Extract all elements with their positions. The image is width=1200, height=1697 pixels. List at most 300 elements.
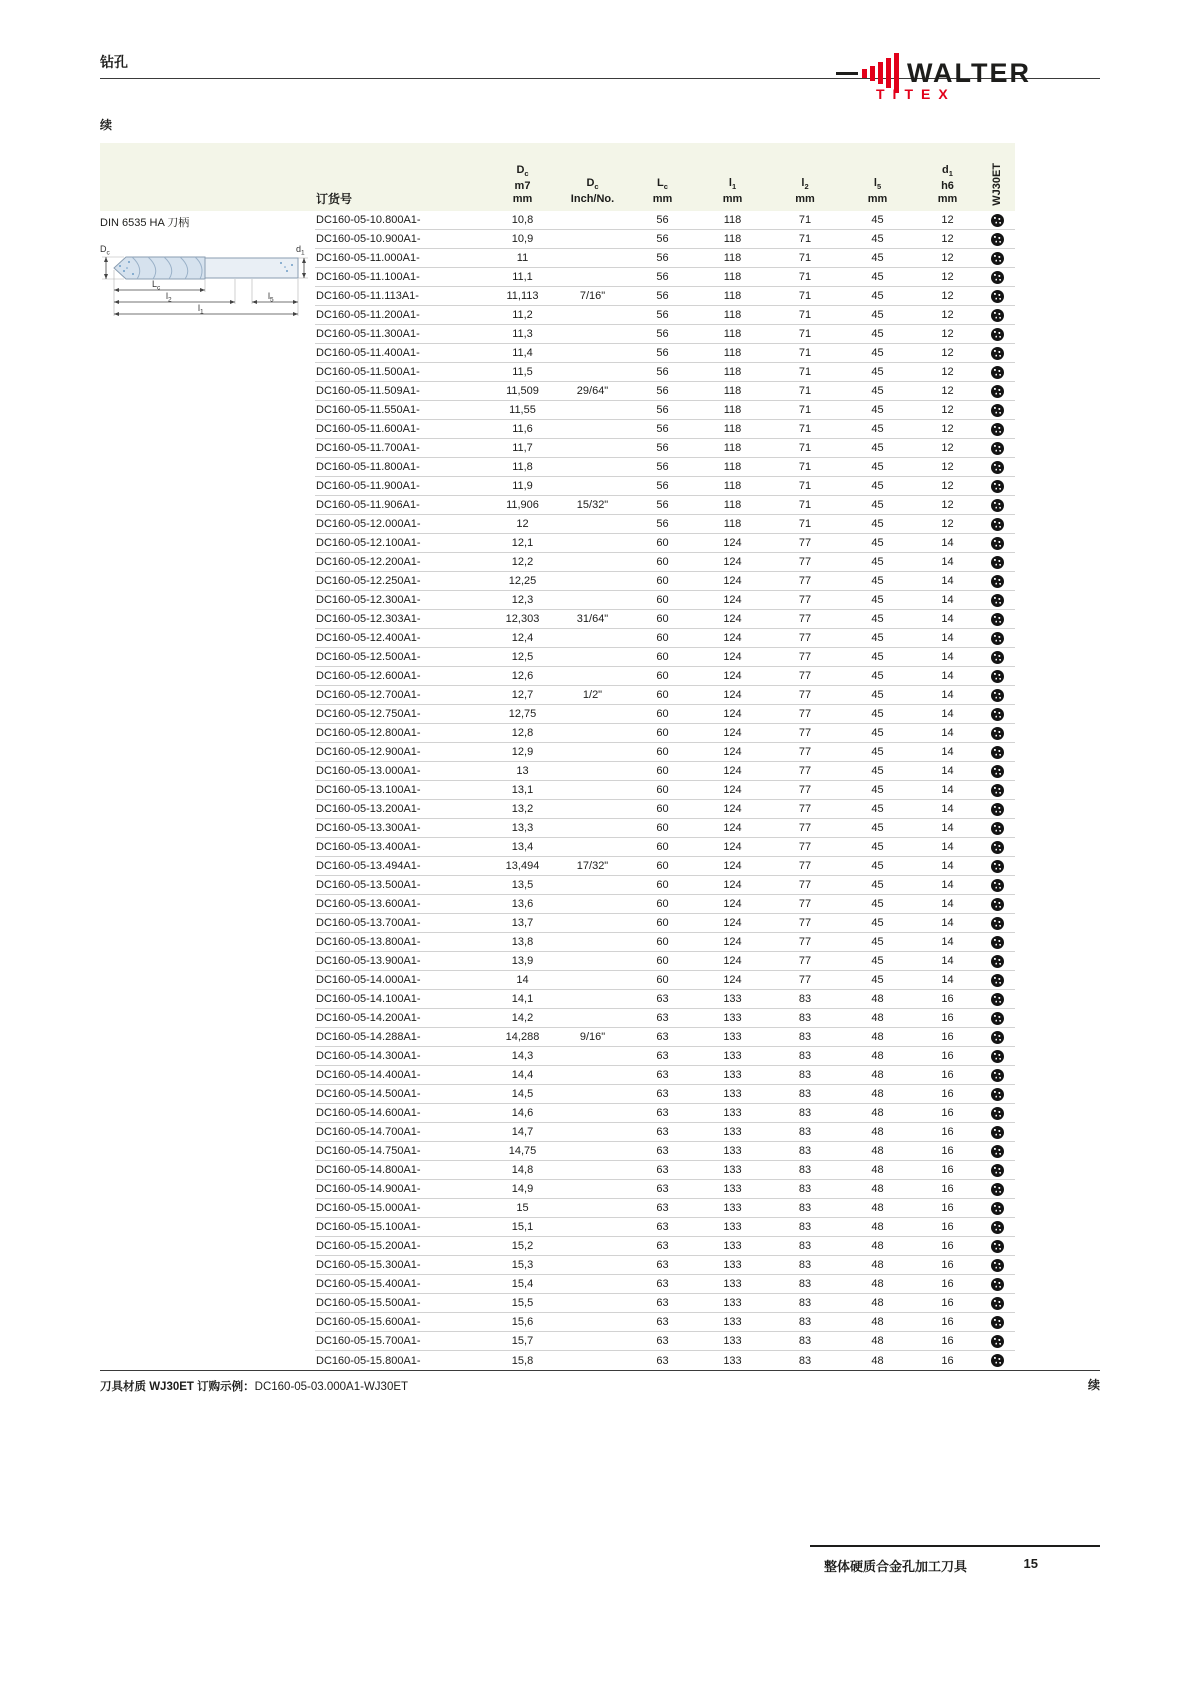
order-number: DC160-05-13.300A1- bbox=[316, 822, 421, 834]
table-row bbox=[315, 933, 1015, 952]
dimension-value: 133 bbox=[723, 1354, 742, 1367]
table-row bbox=[315, 1161, 1015, 1180]
order-number: DC160-05-12.100A1- bbox=[316, 537, 421, 549]
dimension-value: 11,5 bbox=[512, 366, 533, 378]
dimension-value: 56 bbox=[656, 385, 669, 397]
dimension-value: 60 bbox=[656, 575, 669, 587]
dimension-value: 14,2 bbox=[511, 1012, 534, 1024]
dimension-value: 124 bbox=[723, 974, 742, 986]
dimension-value: 48 bbox=[871, 1221, 884, 1233]
dimension-value: 12 bbox=[941, 309, 954, 321]
dimension-value: 12,4 bbox=[511, 632, 534, 644]
dimension-value: 60 bbox=[656, 822, 669, 834]
grade-cell bbox=[980, 765, 1015, 778]
dimension-value: 9/16" bbox=[579, 1031, 606, 1043]
dimension-value: 15,1 bbox=[511, 1221, 534, 1233]
grade-cell bbox=[980, 1069, 1015, 1082]
dimension-value: 83 bbox=[798, 1259, 812, 1271]
wj30et-stock-dot-icon bbox=[991, 556, 1004, 569]
dimension-value: 83 bbox=[798, 993, 812, 1005]
table-row bbox=[315, 496, 1015, 515]
grade-cell bbox=[980, 727, 1015, 740]
dimension-value: 60 bbox=[656, 917, 669, 929]
dimension-value: 45 bbox=[871, 271, 884, 283]
dimension-value: 45 bbox=[871, 328, 884, 340]
dimension-value: 48 bbox=[871, 1031, 884, 1043]
dimension-value: 45 bbox=[871, 708, 884, 720]
table-row bbox=[315, 743, 1015, 762]
dimension-value: 71 bbox=[798, 499, 812, 511]
dimension-value: 124 bbox=[723, 841, 742, 853]
dimension-value: 124 bbox=[723, 632, 742, 644]
dimension-value: 77 bbox=[798, 860, 812, 872]
order-number: DC160-05-11.200A1- bbox=[316, 309, 420, 321]
grade-cell bbox=[980, 347, 1015, 360]
dimension-value: 77 bbox=[798, 594, 812, 606]
dimension-value: 45 bbox=[871, 480, 884, 492]
dimension-value: 14 bbox=[941, 708, 954, 720]
table-row bbox=[315, 1351, 1015, 1370]
dimension-value: 77 bbox=[798, 765, 812, 777]
table-body bbox=[315, 211, 1015, 1370]
wj30et-stock-dot-icon bbox=[991, 214, 1004, 227]
grade-cell bbox=[980, 1088, 1015, 1101]
wj30et-stock-dot-icon bbox=[991, 1183, 1004, 1196]
table-row bbox=[315, 553, 1015, 572]
dimension-value: 45 bbox=[871, 404, 884, 416]
dimension-value: 60 bbox=[656, 556, 669, 568]
dimension-value: 14 bbox=[941, 613, 954, 625]
wj30et-stock-dot-icon bbox=[991, 746, 1004, 759]
wj30et-stock-dot-icon bbox=[991, 784, 1004, 797]
dimension-value: 56 bbox=[656, 271, 669, 283]
dimension-value: 124 bbox=[723, 822, 742, 834]
table-row bbox=[315, 1123, 1015, 1142]
dimension-value: 118 bbox=[723, 252, 742, 264]
dimension-value: 118 bbox=[723, 442, 742, 454]
dimension-value: 48 bbox=[871, 1164, 884, 1176]
dimension-value: 16 bbox=[941, 993, 954, 1005]
dimension-value: 12,3 bbox=[511, 594, 534, 606]
dimension-value: 14 bbox=[941, 841, 954, 853]
dimension-value: 118 bbox=[723, 366, 742, 378]
dimension-value: 45 bbox=[871, 822, 884, 834]
dimension-value: 118 bbox=[723, 499, 742, 511]
shank-type-label: DIN 6535 HA 刀柄 bbox=[100, 217, 190, 229]
order-number: DC160-05-14.500A1- bbox=[316, 1088, 421, 1100]
dimension-value: 45 bbox=[871, 366, 884, 378]
dimension-value: 12 bbox=[941, 385, 954, 397]
dimension-value: 124 bbox=[723, 746, 742, 758]
dimension-value: 45 bbox=[871, 252, 884, 264]
dimension-value: 63 bbox=[656, 1107, 669, 1119]
wj30et-stock-dot-icon bbox=[991, 1259, 1004, 1272]
dimension-value: 60 bbox=[656, 689, 669, 701]
dimension-value: 15,5 bbox=[511, 1297, 534, 1309]
order-number: DC160-05-11.100A1- bbox=[316, 271, 420, 283]
dimension-value: 77 bbox=[798, 746, 812, 758]
dimension-value: 45 bbox=[871, 442, 884, 454]
table-row bbox=[315, 1218, 1015, 1237]
order-number: DC160-05-14.000A1- bbox=[316, 974, 421, 986]
dimension-value: 71 bbox=[798, 252, 812, 264]
dimension-value: 14 bbox=[941, 879, 954, 891]
grade-cell bbox=[980, 784, 1015, 797]
grade-cell bbox=[980, 1354, 1015, 1367]
grade-label: WJ30ET bbox=[991, 163, 1003, 206]
table-row bbox=[315, 1256, 1015, 1275]
dimension-value: 12 bbox=[941, 461, 954, 473]
dimension-value: 56 bbox=[656, 309, 669, 321]
grade-cell bbox=[980, 1316, 1015, 1329]
order-number: DC160-05-12.300A1- bbox=[316, 594, 421, 606]
column-header: $l_2$ mm bbox=[795, 176, 815, 205]
column-header: $L_c$ mm bbox=[652, 176, 673, 205]
dimension-value: 118 bbox=[723, 385, 742, 397]
dimension-value: 83 bbox=[798, 1031, 812, 1043]
tool-diagram bbox=[100, 214, 315, 340]
order-number: DC160-05-11.906A1- bbox=[316, 499, 420, 511]
dimension-value: 14 bbox=[941, 594, 954, 606]
dimension-value: 14 bbox=[941, 917, 954, 929]
wj30et-stock-dot-icon bbox=[991, 328, 1004, 341]
dimension-value: 60 bbox=[656, 803, 669, 815]
dimension-value: 56 bbox=[656, 499, 669, 511]
grade-cell bbox=[980, 442, 1015, 455]
order-number: DC160-05-14.288A1- bbox=[316, 1031, 421, 1043]
table-row bbox=[315, 648, 1015, 667]
dimension-value: 16 bbox=[941, 1050, 954, 1062]
dimension-value: 71 bbox=[798, 480, 812, 492]
footer-note bbox=[100, 1378, 408, 1394]
dimension-value: 15,2 bbox=[511, 1240, 534, 1252]
dimension-value: 14 bbox=[941, 537, 954, 549]
dimension-value: 124 bbox=[723, 670, 742, 682]
order-number: DC160-05-10.800A1- bbox=[316, 214, 421, 226]
dimension-value: 14 bbox=[941, 727, 954, 739]
dimension-value: 16 bbox=[941, 1335, 954, 1347]
dimension-value: 14 bbox=[941, 651, 954, 663]
dimension-value: 45 bbox=[871, 575, 884, 587]
dimension-value: 15/32" bbox=[576, 499, 609, 511]
dimension-value: 124 bbox=[723, 917, 742, 929]
dimension-value: 12 bbox=[941, 252, 954, 264]
order-number: DC160-05-12.250A1- bbox=[316, 575, 421, 587]
dimension-value: 124 bbox=[723, 556, 742, 568]
dimension-value: 60 bbox=[656, 955, 669, 967]
dimension-value: 13,6 bbox=[511, 898, 534, 910]
wj30et-stock-dot-icon bbox=[991, 233, 1004, 246]
dimension-value: 15,8 bbox=[511, 1354, 534, 1367]
dimension-value: 14,5 bbox=[511, 1088, 534, 1100]
grade-cell bbox=[980, 575, 1015, 588]
dimension-value: 77 bbox=[798, 822, 812, 834]
dimension-value: 118 bbox=[723, 518, 742, 530]
dimension-value: 16 bbox=[941, 1164, 954, 1176]
dimension-value: 45 bbox=[871, 632, 884, 644]
grade-cell bbox=[980, 632, 1015, 645]
table-row bbox=[315, 344, 1015, 363]
dimension-value: 63 bbox=[656, 1012, 669, 1024]
order-number: DC160-05-14.400A1- bbox=[316, 1069, 421, 1081]
order-number: DC160-05-11.300A1- bbox=[316, 328, 420, 340]
grade-cell bbox=[980, 1297, 1015, 1310]
dimension-value: 12 bbox=[941, 271, 954, 283]
wj30et-stock-dot-icon bbox=[991, 1069, 1004, 1082]
dimension-value: 83 bbox=[798, 1012, 812, 1024]
wj30et-stock-dot-icon bbox=[991, 461, 1004, 474]
dimension-value: 124 bbox=[723, 898, 742, 910]
dimension-value: 14,6 bbox=[511, 1107, 534, 1119]
wj30et-stock-dot-icon bbox=[991, 974, 1004, 987]
wj30et-stock-dot-icon bbox=[991, 404, 1004, 417]
order-number: DC160-05-13.600A1- bbox=[316, 898, 421, 910]
dimension-value: 45 bbox=[871, 385, 884, 397]
dimension-value: 124 bbox=[723, 784, 742, 796]
order-number: DC160-05-14.900A1- bbox=[316, 1183, 421, 1195]
table-row bbox=[315, 610, 1015, 629]
page-topic: 钻孔 bbox=[100, 54, 128, 70]
dimension-value: 133 bbox=[723, 1183, 742, 1195]
order-number: DC160-05-13.000A1- bbox=[316, 765, 421, 777]
grade-cell bbox=[980, 1183, 1015, 1196]
dimension-value: 12,8 bbox=[511, 727, 534, 739]
dimension-value: 12 bbox=[941, 214, 954, 226]
table-row bbox=[315, 572, 1015, 591]
table-row bbox=[315, 363, 1015, 382]
grade-cell bbox=[980, 1164, 1015, 1177]
dimension-value: 77 bbox=[798, 556, 812, 568]
dimension-value: 60 bbox=[656, 613, 669, 625]
dimension-value: 12 bbox=[941, 442, 954, 454]
dimension-value: 16 bbox=[941, 1278, 954, 1290]
wj30et-stock-dot-icon bbox=[991, 1202, 1004, 1215]
order-number: DC160-05-15.000A1- bbox=[316, 1202, 421, 1214]
dimension-value: 133 bbox=[723, 1221, 742, 1233]
wj30et-stock-dot-icon bbox=[991, 1126, 1004, 1139]
column-header: $D_c$ m7 mm bbox=[512, 163, 533, 205]
table-row bbox=[315, 705, 1015, 724]
grade-cell bbox=[980, 461, 1015, 474]
table-row bbox=[315, 762, 1015, 781]
dimension-value: 16 bbox=[941, 1012, 954, 1024]
order-number: DC160-05-12.900A1- bbox=[316, 746, 421, 758]
order-number: DC160-05-15.500A1- bbox=[316, 1297, 421, 1309]
grade-cell bbox=[980, 803, 1015, 816]
dimension-value: 16 bbox=[941, 1221, 954, 1233]
order-number: DC160-05-11.700A1- bbox=[316, 442, 420, 454]
dimension-value: 118 bbox=[723, 214, 742, 226]
dimension-value: 71 bbox=[798, 214, 812, 226]
dimension-value: 124 bbox=[723, 803, 742, 815]
wj30et-stock-dot-icon bbox=[991, 1278, 1004, 1291]
dimension-value: 12,5 bbox=[511, 651, 534, 663]
dimension-value: 56 bbox=[656, 461, 669, 473]
dimension-value: 13,1 bbox=[511, 784, 534, 796]
dimension-value: 63 bbox=[656, 1164, 669, 1176]
dimension-value: 15,3 bbox=[511, 1259, 534, 1271]
dimension-value: 45 bbox=[871, 594, 884, 606]
order-number: DC160-05-15.600A1- bbox=[316, 1316, 421, 1328]
grade-cell bbox=[980, 1126, 1015, 1139]
drill-drawing bbox=[100, 238, 315, 340]
dimension-value: 11,509 bbox=[506, 385, 539, 397]
grade-cell bbox=[980, 708, 1015, 721]
dimension-value: 45 bbox=[871, 917, 884, 929]
dimension-value: 45 bbox=[871, 974, 884, 986]
grade-cell bbox=[980, 1012, 1015, 1025]
dimension-value: 63 bbox=[656, 1221, 669, 1233]
dimension-value: 77 bbox=[798, 632, 812, 644]
dimension-value: 14,75 bbox=[508, 1145, 537, 1157]
dimension-value: 71 bbox=[798, 290, 812, 302]
dimension-value: 48 bbox=[871, 993, 884, 1005]
order-number: DC160-05-10.900A1- bbox=[316, 233, 421, 245]
dimension-value: 13,7 bbox=[511, 917, 534, 929]
order-number: DC160-05-13.800A1- bbox=[316, 936, 421, 948]
dimension-value: 14 bbox=[941, 670, 954, 682]
dimension-value: 118 bbox=[723, 309, 742, 321]
dimension-value: 60 bbox=[656, 879, 669, 891]
grade-cell bbox=[980, 328, 1015, 341]
dimension-value: 83 bbox=[798, 1107, 812, 1119]
dimension-value: 13,8 bbox=[511, 936, 534, 948]
grade-cell bbox=[980, 556, 1015, 569]
dimension-value: 77 bbox=[798, 917, 812, 929]
page-number: 15 bbox=[1023, 1556, 1038, 1571]
dimension-value: 13,494 bbox=[505, 860, 540, 872]
wj30et-stock-dot-icon bbox=[991, 423, 1004, 436]
dimension-value: 14,7 bbox=[511, 1126, 534, 1138]
table-header bbox=[100, 143, 1015, 211]
dimension-value: 11,2 bbox=[512, 309, 533, 321]
dimension-value: 48 bbox=[871, 1316, 884, 1328]
dimension-value: 12,9 bbox=[511, 746, 534, 758]
dimension-value: 133 bbox=[723, 1126, 742, 1138]
footer-divider bbox=[100, 1370, 1100, 1371]
dimension-value: 13 bbox=[516, 765, 529, 777]
dimension-value: 16 bbox=[941, 1202, 954, 1214]
table-row bbox=[315, 1066, 1015, 1085]
dimension-value: 14 bbox=[941, 955, 954, 967]
dimension-value: 45 bbox=[871, 461, 884, 473]
wj30et-stock-dot-icon bbox=[991, 613, 1004, 626]
dimension-value: 56 bbox=[656, 233, 669, 245]
order-number: DC160-05-13.200A1- bbox=[316, 803, 421, 815]
dimension-value: 12,1 bbox=[511, 537, 534, 549]
dimension-value: 83 bbox=[798, 1088, 812, 1100]
grade-cell bbox=[980, 613, 1015, 626]
wj30et-stock-dot-icon bbox=[991, 708, 1004, 721]
dimension-value: 14,9 bbox=[511, 1183, 534, 1195]
dimension-value: 83 bbox=[798, 1354, 812, 1367]
dimension-value: 77 bbox=[798, 613, 812, 625]
wj30et-stock-dot-icon bbox=[991, 651, 1004, 664]
order-number: DC160-05-12.600A1- bbox=[316, 670, 421, 682]
order-number: DC160-05-12.750A1- bbox=[316, 708, 421, 720]
column-header: $d_1$ h6 mm bbox=[937, 163, 958, 205]
wj30et-stock-dot-icon bbox=[991, 1164, 1004, 1177]
dimension-value: 133 bbox=[723, 1297, 742, 1309]
table-row bbox=[315, 1104, 1015, 1123]
dimension-value: 63 bbox=[656, 1297, 669, 1309]
grade-cell bbox=[980, 936, 1015, 949]
dimension-value: 77 bbox=[798, 974, 812, 986]
dimension-value: 71 bbox=[798, 271, 812, 283]
dimension-value: 60 bbox=[656, 746, 669, 758]
table-row bbox=[315, 1028, 1015, 1047]
wj30et-stock-dot-icon bbox=[991, 1354, 1004, 1367]
dimension-value: 14 bbox=[941, 822, 954, 834]
column-header-grade bbox=[980, 146, 1015, 206]
dimension-value: 14 bbox=[941, 765, 954, 777]
wj30et-stock-dot-icon bbox=[991, 518, 1004, 531]
dimension-value: 133 bbox=[723, 1088, 742, 1100]
grade-cell bbox=[980, 290, 1015, 303]
grade-cell bbox=[980, 271, 1015, 284]
dimension-value: 63 bbox=[656, 1050, 669, 1062]
wj30et-stock-dot-icon bbox=[991, 366, 1004, 379]
table-row bbox=[315, 515, 1015, 534]
dimension-value: 60 bbox=[656, 632, 669, 644]
dimension-value: 63 bbox=[656, 1183, 669, 1195]
dimension-value: 60 bbox=[656, 537, 669, 549]
dimension-value: 63 bbox=[656, 1145, 669, 1157]
dimension-value: 12 bbox=[516, 518, 529, 530]
dimension-value: 77 bbox=[798, 803, 812, 815]
dimension-value: 45 bbox=[871, 689, 884, 701]
grade-cell bbox=[980, 955, 1015, 968]
dimension-value: 10,8 bbox=[511, 214, 534, 226]
dimension-value: 14 bbox=[941, 936, 954, 948]
dimension-value: 83 bbox=[798, 1335, 812, 1347]
table-row bbox=[315, 1294, 1015, 1313]
dimension-value: 48 bbox=[871, 1335, 884, 1347]
column-header: $l_1$ mm bbox=[722, 176, 743, 205]
wj30et-stock-dot-icon bbox=[991, 271, 1004, 284]
dimension-value: 12 bbox=[941, 404, 954, 416]
table-row bbox=[315, 382, 1015, 401]
order-number: DC160-05-15.300A1- bbox=[316, 1259, 421, 1271]
dimension-value: 12 bbox=[941, 366, 954, 378]
table-row bbox=[315, 306, 1015, 325]
dimension-value: 77 bbox=[798, 936, 812, 948]
order-number: DC160-05-11.500A1- bbox=[316, 366, 420, 378]
dimension-value: 133 bbox=[723, 1107, 742, 1119]
dimension-value: 133 bbox=[723, 1145, 742, 1157]
order-number: DC160-05-12.700A1- bbox=[316, 689, 421, 701]
grade-cell bbox=[980, 233, 1015, 246]
dimension-value: 118 bbox=[723, 423, 742, 435]
dimension-value: 77 bbox=[798, 689, 812, 701]
wj30et-stock-dot-icon bbox=[991, 917, 1004, 930]
dimension-value: 11,113 bbox=[506, 290, 539, 302]
grade-cell bbox=[980, 822, 1015, 835]
table-row bbox=[315, 1180, 1015, 1199]
dimension-value: 12,7 bbox=[511, 689, 534, 701]
dimension-value: 118 bbox=[723, 328, 742, 340]
dimension-value: 63 bbox=[656, 993, 669, 1005]
dimension-value: 16 bbox=[941, 1240, 954, 1252]
dimension-value: 124 bbox=[723, 765, 742, 777]
wj30et-stock-dot-icon bbox=[991, 442, 1004, 455]
table-row bbox=[315, 1085, 1015, 1104]
dimension-value: 60 bbox=[656, 860, 669, 872]
grade-cell bbox=[980, 1031, 1015, 1044]
continued-label-top: 续 bbox=[100, 118, 113, 132]
table-row bbox=[315, 439, 1015, 458]
order-number: DC160-05-11.900A1- bbox=[316, 480, 420, 492]
